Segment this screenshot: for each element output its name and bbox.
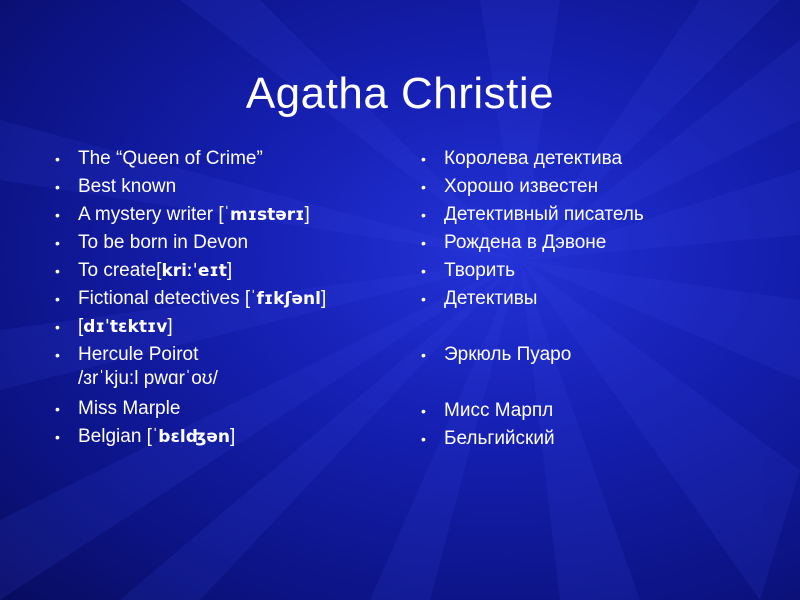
bullet-icon: • [55,263,60,279]
bullet-icon: • [421,179,426,195]
bullet-icon: • [421,431,426,447]
bullet-icon: • [55,179,60,195]
bullet-icon: • [421,347,426,363]
transcription: /ɜrˈkju:l pwɑrˈoʊ/ [78,368,218,389]
bullet-icon: • [55,319,60,335]
item-text: Творить [444,260,515,281]
list-item [418,425,778,453]
list-spacer [418,313,778,341]
item-text: Детективы [444,288,538,309]
list-item [52,395,412,423]
item-text: Мисс Марпл [444,400,554,421]
bullet-icon: • [55,151,60,167]
transcription: mɪstərɪ [230,205,305,225]
list-item [418,173,778,201]
item-text: To be born in Devon [78,232,249,253]
list-item [52,313,412,341]
item-text: Эркюль Пуаро [444,344,572,365]
item-text: Fictional detectives [ˈ [78,288,257,309]
bullet-icon: • [55,235,60,251]
list-item [418,257,778,285]
bullet-icon: • [421,403,426,419]
transcription: kriːˈeɪt [161,261,227,281]
item-text: Детективный писатель [444,204,644,225]
english-list [52,145,412,451]
item-text: ] [167,316,173,337]
list-item [52,285,412,313]
item-text: Miss Marple [78,398,181,419]
item-text: Бельгийский [444,428,555,449]
slide-title: Agatha Christie [245,69,555,118]
transcription: dɪˈtɛktɪv [83,317,168,337]
list-item [418,341,778,369]
list-item [52,257,412,285]
bullet-icon: • [421,151,426,167]
item-text: To create[ [78,260,162,281]
bullet-icon: • [421,263,426,279]
list-item [52,423,412,451]
bullet-icon: • [421,291,426,307]
list-spacer [418,369,778,397]
bullet-icon: • [55,429,60,445]
bullet-icon: • [421,235,426,251]
bullet-icon: • [421,207,426,223]
bullet-icon: • [55,207,60,223]
list-item [52,173,412,201]
list-item [52,145,412,173]
item-text: Belgian [ˈ [78,426,159,447]
list-item [418,201,778,229]
item-text: A mystery writer [ˈ [78,204,231,225]
transcription: fɪkʃənl [256,289,321,309]
russian-list [418,145,778,453]
item-text: Hercule Poirot [78,344,199,365]
item-text: The “Queen of Crime” [78,148,263,169]
item-text: Королева детектива [444,148,623,169]
item-text: ] [304,204,310,225]
list-item [418,229,778,257]
list-item [52,201,412,229]
transcription: bɛlʤən [158,427,231,447]
item-text: ] [320,288,327,309]
list-item [52,341,412,395]
list-item [418,285,778,313]
list-item [418,145,778,173]
bullet-icon: • [55,401,60,417]
item-text: Best known [78,176,177,197]
item-text: Хорошо известен [444,176,599,197]
item-text: ] [226,260,233,281]
item-text: [ [78,316,84,337]
item-text: ] [230,426,236,447]
bullet-icon: • [55,347,60,363]
bullet-icon: • [55,291,60,307]
item-text: Рождена в Дэвоне [444,232,607,253]
list-item [52,229,412,257]
list-item [418,397,778,425]
